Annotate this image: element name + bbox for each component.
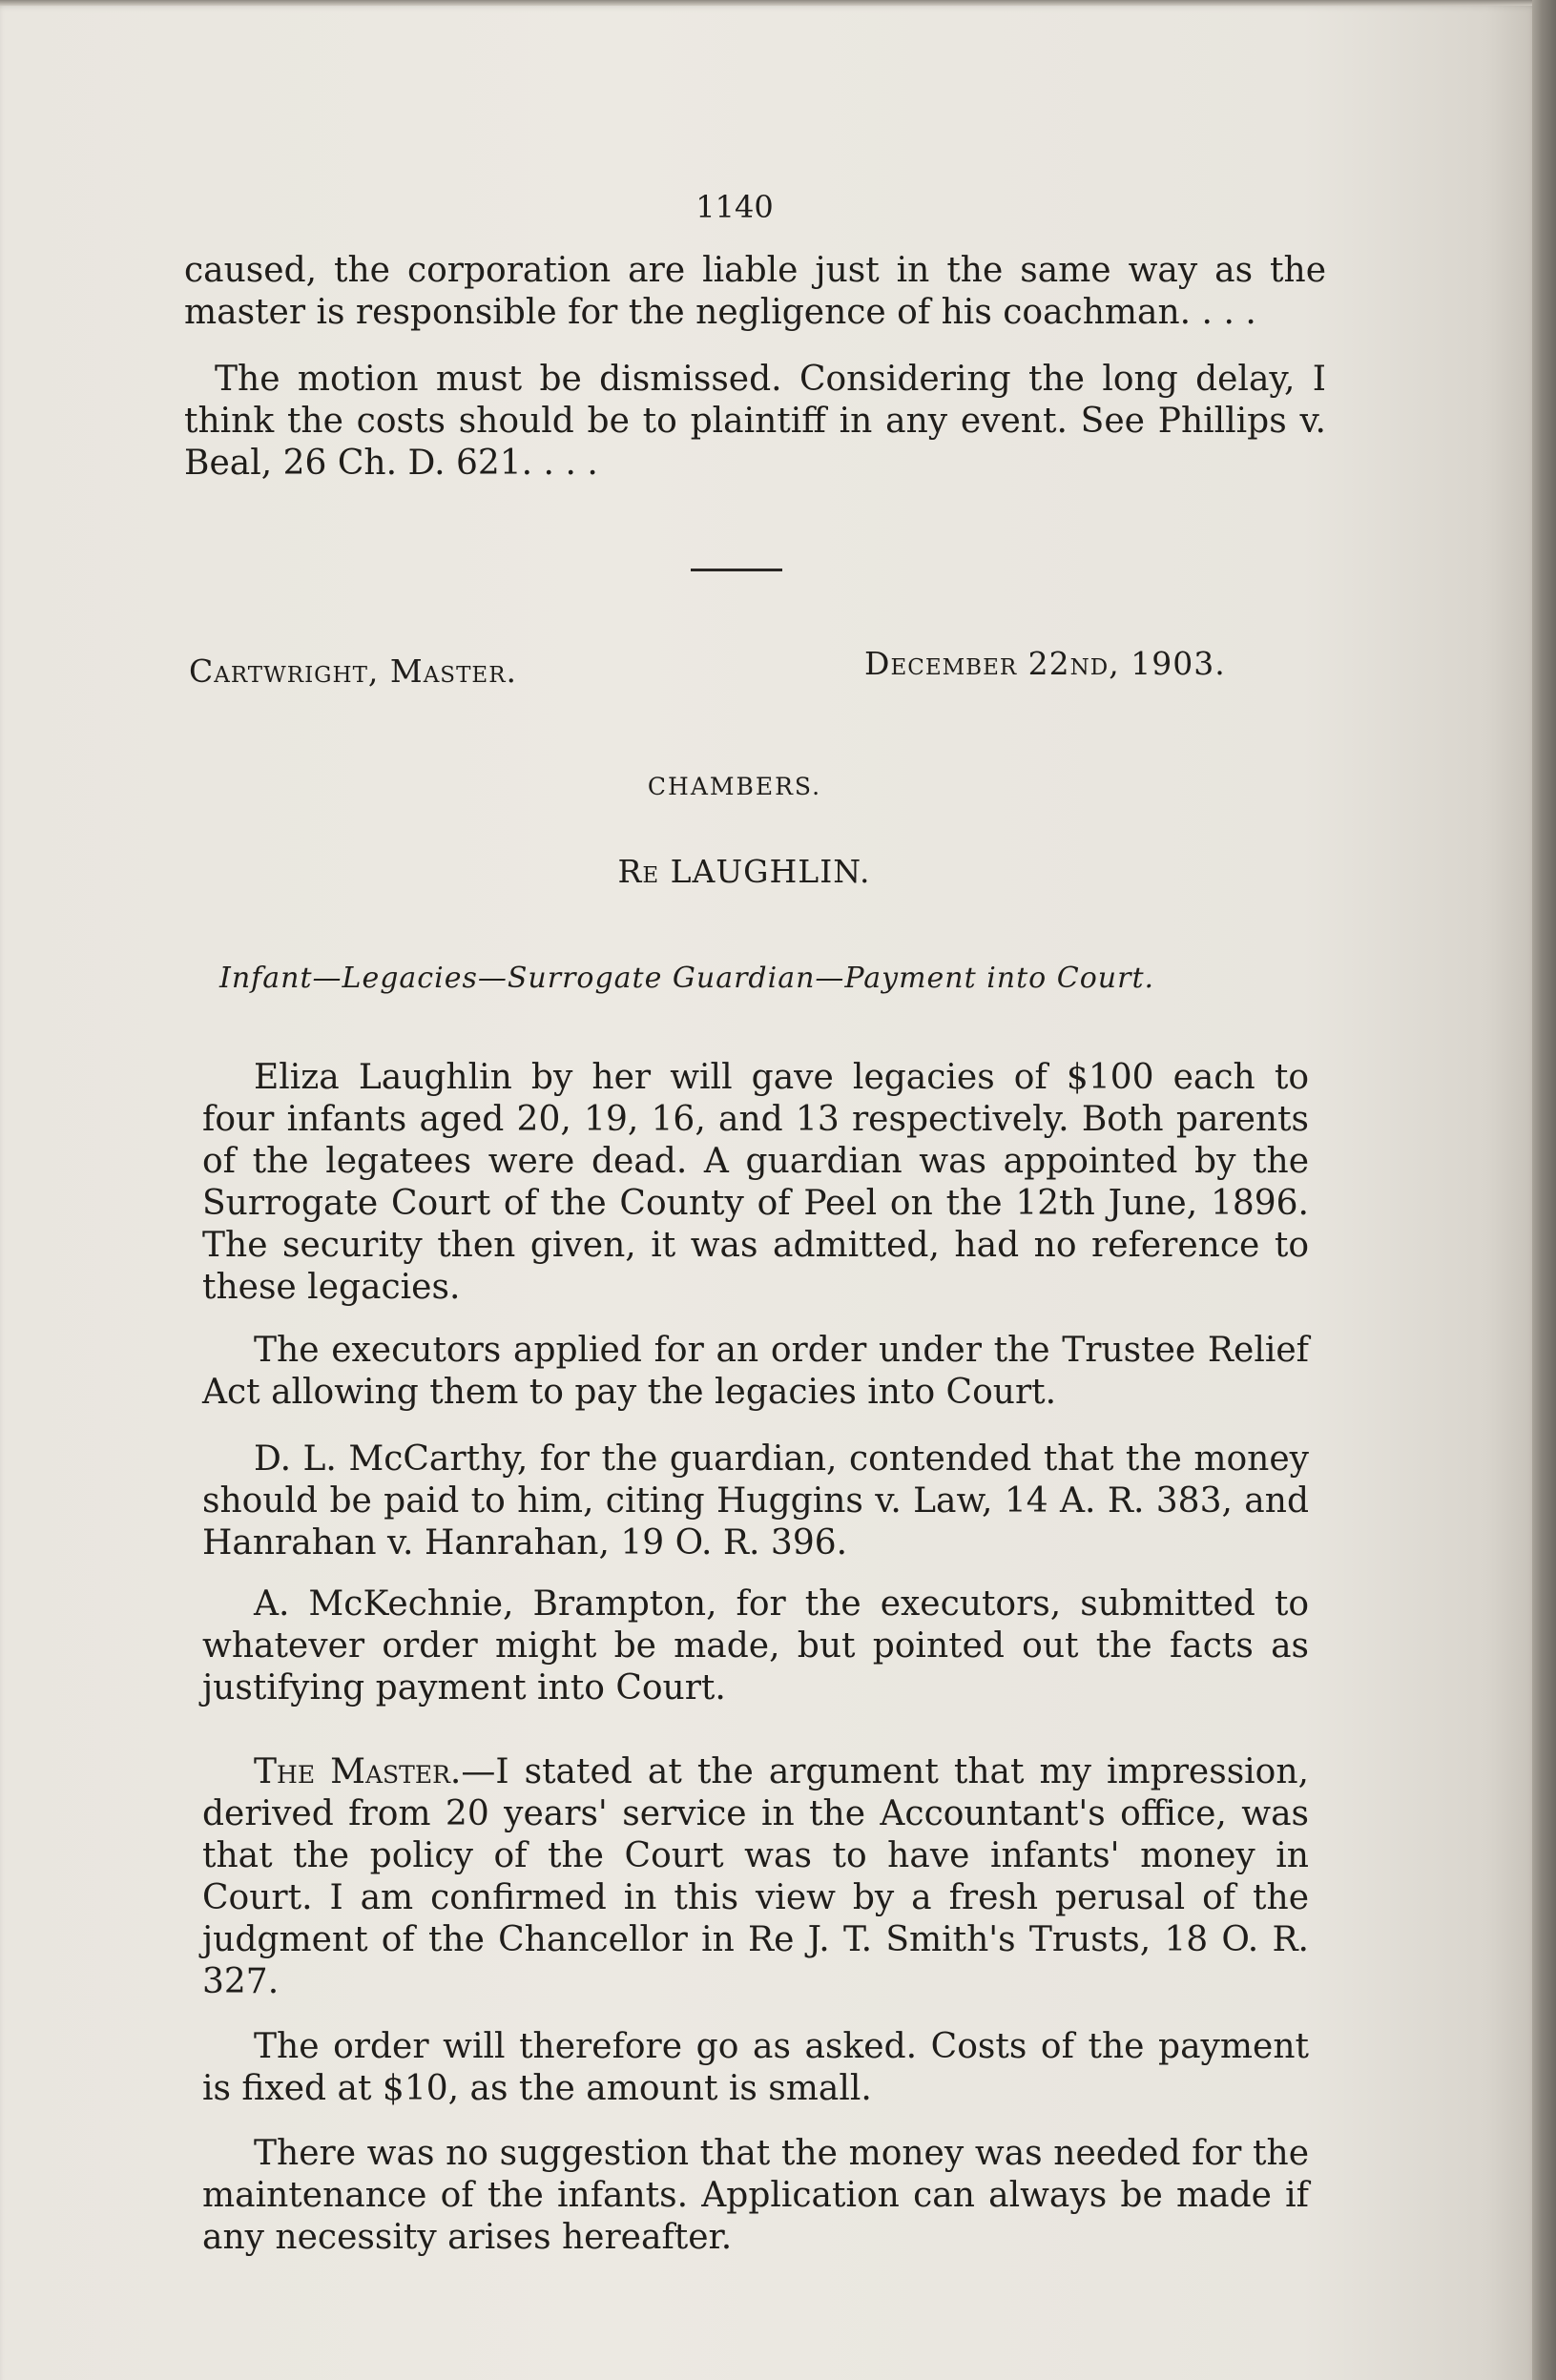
headnote: Infant—Legacies—Surrogate Guardian—Payment into Court. bbox=[219, 962, 1155, 995]
body-paragraph-1 bbox=[202, 1057, 1309, 1309]
body-paragraph-7 bbox=[202, 2133, 1309, 2259]
body-text-5 bbox=[202, 1751, 1309, 2003]
page-number: 1140 bbox=[695, 189, 774, 225]
body-paragraph-5 bbox=[202, 1751, 1309, 2003]
body-paragraph-6 bbox=[202, 2026, 1309, 2110]
section-divider bbox=[691, 569, 782, 571]
body-text-6: The order will therefore go as asked. Costs of the payment is fixed at $10, as the amount is small. bbox=[202, 2027, 1309, 2108]
case-title-prefix: Re bbox=[617, 853, 660, 890]
decision-date: December 22nd, 1903. bbox=[864, 645, 1226, 682]
continuation-paragraph-1 bbox=[184, 250, 1326, 334]
book-spine-edge bbox=[1532, 0, 1556, 2380]
body-text-4: A. McKechnie, Brampton, for the executors, submitted to whatever order might be made, but pointed out the facts as justifying payment into Court. bbox=[202, 1584, 1309, 1707]
body-paragraph-3 bbox=[202, 1438, 1309, 1564]
continuation-paragraph-2 bbox=[184, 359, 1326, 485]
case-title-name: LAUGHLIN. bbox=[670, 853, 871, 890]
continuation-text-2: The motion must be dismissed. Considering the long delay, I think the costs should be to plaintiff in any event. See Phillips v. Beal, 26 Ch. D. 621. . . . bbox=[184, 360, 1326, 483]
body-paragraph-2 bbox=[202, 1330, 1309, 1414]
court-label: CHAMBERS. bbox=[647, 773, 822, 800]
case-title bbox=[477, 853, 1011, 890]
body-text-2: The executors applied for an order under the Trustee Relief Act allowing them to pay the legacies into Court. bbox=[202, 1331, 1309, 1412]
judge-name: Cartwright, Master. bbox=[189, 652, 518, 690]
body-text-3: D. L. McCarthy, for the guardian, contended that the money should be paid to him, citing Huggins v. Law, 14 A. R. 383, and Hanrahan v. Hanrahan, 19 O. R. 396. bbox=[202, 1439, 1309, 1563]
continuation-text-1: caused, the corporation are liable just in the same way as the master is responsible for the negligence of his coachman. . . . bbox=[184, 251, 1326, 332]
body-text-1: Eliza Laughlin by her will gave legacies of $100 each to four infants aged 20, 19, 16, and 13 respectively. Both parents of the legatees were dead. A guardian was appointed by the Surrogate Court of the County of Peel on the 12th June, 1896. The security then given, it was admitted, had no reference to these legacies. bbox=[202, 1058, 1309, 1307]
speaker-label: The Master. bbox=[254, 1752, 462, 1791]
body-text-7: There was no suggestion that the money was needed for the maintenance of the infants. Application can always be made if any necessity arises hereafter. bbox=[202, 2134, 1309, 2257]
body-paragraph-4 bbox=[202, 1583, 1309, 1709]
speaker-text: —I stated at the argument that my impression, derived from 20 years' service in the Accountant's office, was that the policy of the Court was to have infants' money in Court. I am confirmed in this view by a fresh perusal of the judgment of the Chancellor in Re J. T. Smith's Trusts, 18 O. R. 327. bbox=[202, 1752, 1309, 2001]
page-top-edge bbox=[0, 0, 1532, 6]
